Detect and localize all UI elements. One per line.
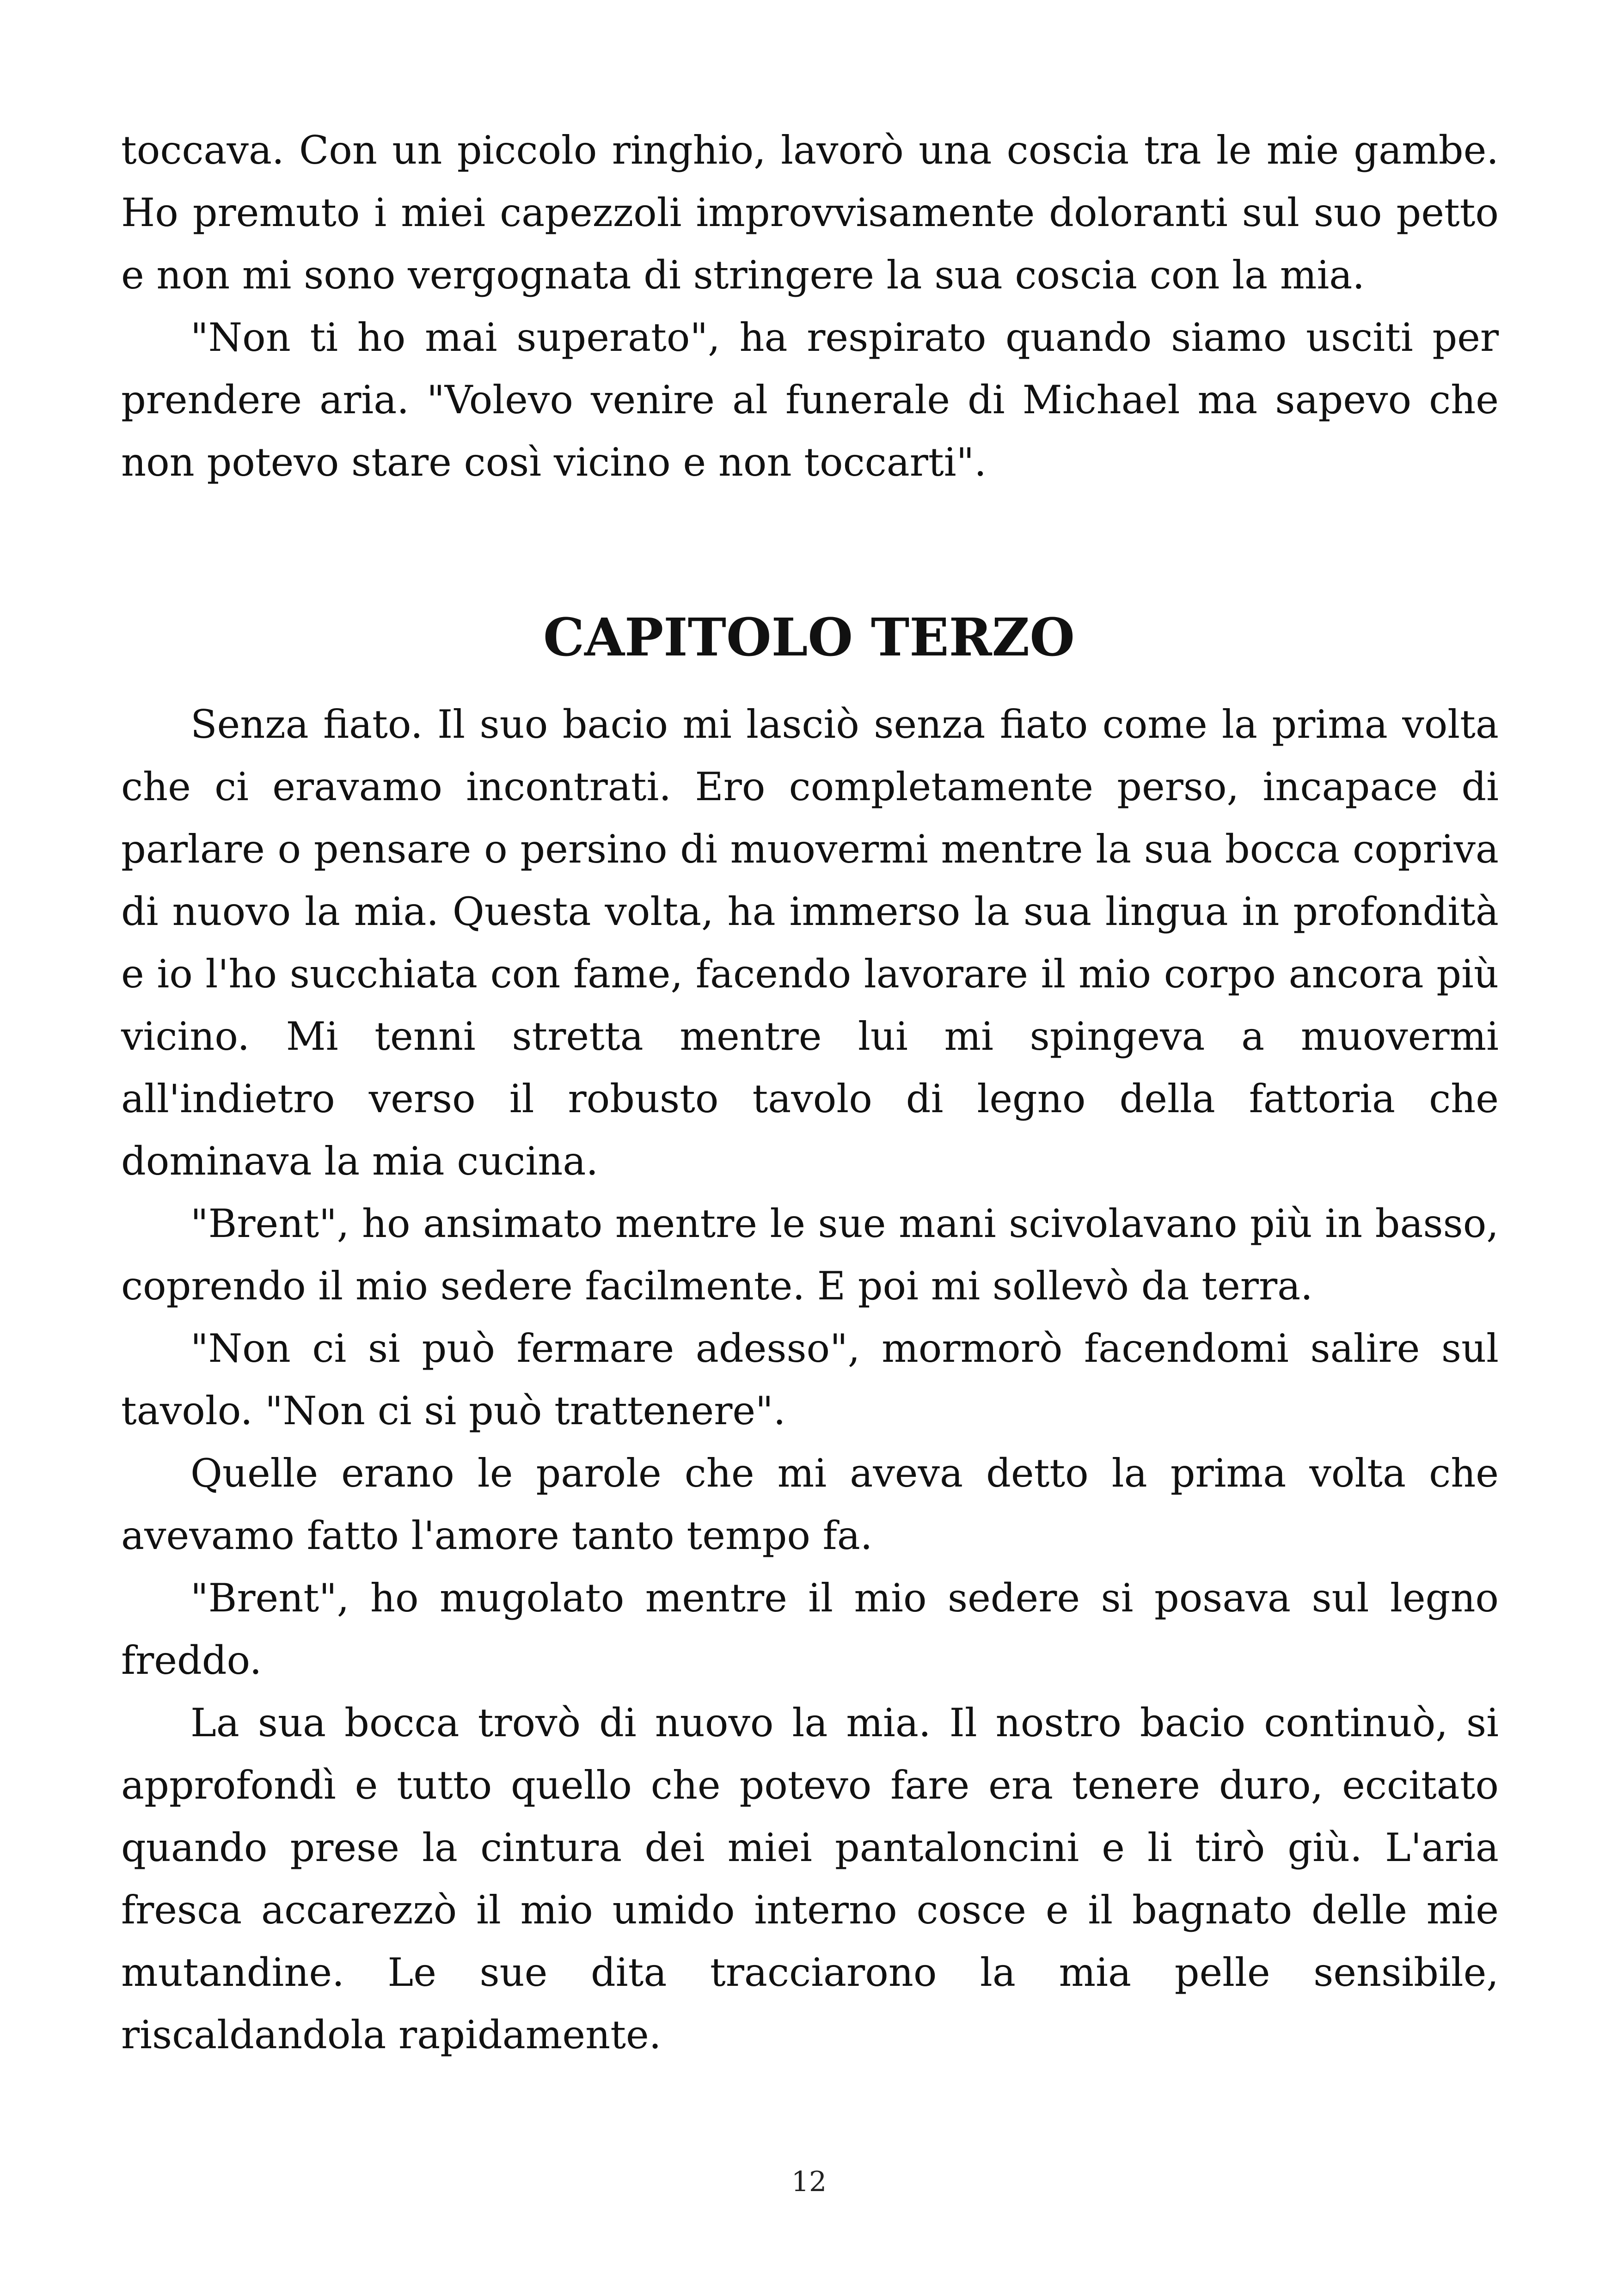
paragraph: "Brent", ho mugolato mentre il mio sedere si posava sul legno freddo.	[121, 1575, 1499, 1683]
continued-text	[121, 119, 1499, 494]
paragraph: Senza fiato. Il suo bacio mi lasciò senza fiato come la prima volta che ci eravamo incontrati. Ero completamente perso, incapace di parlare o pensare o persino di muovermi mentre la sua bocca copriva di nuovo la mia. Questa volta, ha immerso la sua lingua in profondità e io l'ho succhiata con fame, facendo lavorare il mio corpo ancora più vicino. Mi tenni stretta mentre lui mi spingeva a muovermi all'indietro verso il robusto tavolo di legno della fattoria che dominava la mia cucina.	[121, 702, 1499, 1184]
paragraph: La sua bocca trovò di nuovo la mia. Il nostro bacio continuò, si approfondì e tutto quello che potevo fare era tenere duro, eccitato quando prese la cintura dei miei pantaloncini e li tirò giù. L'aria fresca accarezzò il mio umido interno cosce e il bagnato delle mie mutandine. Le sue dita tracciarono la mia pelle sensibile, riscaldandola rapidamente.	[121, 1700, 1499, 2057]
paragraph: toccava. Con un piccolo ringhio, lavorò una coscia tra le mie gambe. Ho premuto i miei capezzoli improvvisamente doloranti sul suo petto e non mi sono vergognata di stringere la sua coscia con la mia.	[121, 128, 1499, 298]
chapter-text	[121, 693, 1499, 2066]
page-number: 12	[791, 2166, 827, 2198]
paragraph: Quelle erano le parole che mi aveva detto la prima volta che avevamo fatto l'amore tanto tempo fa.	[121, 1451, 1499, 1558]
chapter-title: CAPITOLO TERZO	[543, 607, 1075, 668]
paragraph: "Non ti ho mai superato", ha respirato quando siamo usciti per prendere aria. "Volevo venire al funerale di Michael ma sapevo che non potevo stare così vicino e non toccarti".	[121, 315, 1499, 485]
paragraph: "Non ci si può fermare adesso", mormorò facendomi salire sul tavolo. "Non ci si può trattenere".	[121, 1326, 1499, 1433]
paragraph: "Brent", ho ansimato mentre le sue mani scivolavano più in basso, coprendo il mio sedere facilmente. E poi mi sollevò da terra.	[121, 1201, 1499, 1309]
